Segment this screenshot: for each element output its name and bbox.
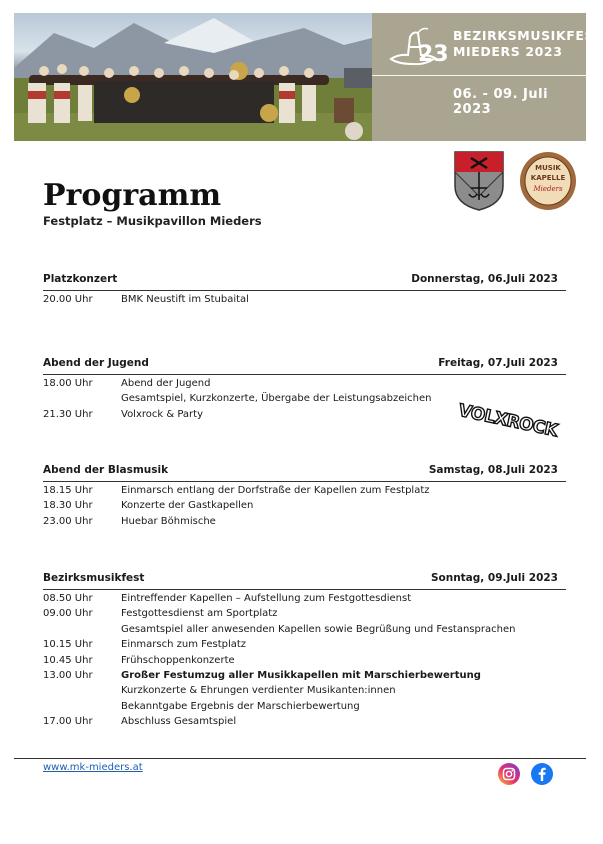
row-time: 20.00 Uhr bbox=[43, 294, 93, 305]
mk-badge-line3: Mieders bbox=[533, 185, 563, 193]
row-desc: Frühschoppenkonzerte bbox=[121, 654, 235, 666]
row-desc: Abend der Jugend bbox=[121, 378, 211, 389]
row-desc: Großer Festumzug aller Musikkapellen mit Marschierbewertung bbox=[121, 669, 481, 681]
section-header bbox=[43, 356, 566, 375]
row-desc: Einmarsch entlang der Dorfstraße der Kapellen zum Festplatz bbox=[121, 485, 430, 496]
mk-badge-line1: MUSIK bbox=[535, 164, 561, 172]
row-time: 23.00 Uhr bbox=[43, 515, 93, 527]
schedule-row bbox=[43, 292, 566, 307]
section-name: Bezirksmusikfest bbox=[43, 572, 145, 584]
row-time: 09.00 Uhr bbox=[43, 608, 93, 620]
section-date: Sonntag, 09.Juli 2023 bbox=[430, 572, 558, 584]
page-subtitle: Festplatz – Musikpavillon Mieders bbox=[43, 214, 262, 228]
website-link[interactable]: www.mk-mieders.at bbox=[43, 762, 143, 773]
row-time: 13.00 Uhr bbox=[43, 669, 93, 681]
row-desc: Festgottesdienst am Sportplatz bbox=[121, 608, 278, 620]
schedule-row bbox=[43, 637, 566, 652]
coat-of-arms-icon bbox=[453, 150, 505, 212]
section-date: Freitag, 07.Juli 2023 bbox=[438, 357, 558, 369]
section-header bbox=[43, 272, 566, 291]
logo-year: 23 bbox=[418, 42, 449, 67]
banner-dates: 06. - 09. Juli 2023 bbox=[453, 87, 549, 117]
row-time: 10.45 Uhr bbox=[43, 654, 93, 666]
footer-divider bbox=[14, 758, 586, 759]
hat-logo-icon bbox=[388, 25, 449, 69]
row-desc: Huebar Böhmische bbox=[121, 515, 216, 527]
row-desc: Konzerte der Gastkapellen bbox=[121, 500, 254, 512]
schedule-row bbox=[43, 714, 566, 729]
row-desc: Eintreffender Kapellen – Aufstellung zum Festgottesdienst bbox=[121, 593, 412, 604]
row-desc: Bekanntgabe Ergebnis der Marschierbewertung bbox=[121, 700, 360, 712]
section-header bbox=[43, 571, 566, 590]
section-name: Abend der Blasmusik bbox=[43, 464, 169, 476]
schedule-row bbox=[43, 699, 566, 714]
schedule-row bbox=[43, 606, 566, 621]
band-group-photo bbox=[14, 13, 372, 141]
row-time: 18.15 Uhr bbox=[43, 485, 93, 496]
section-date: Samstag, 08.Juli 2023 bbox=[428, 464, 558, 476]
section-bezirksmusikfest bbox=[43, 571, 566, 730]
banner-title bbox=[453, 28, 603, 60]
musikkapelle-badge-icon bbox=[518, 150, 578, 212]
row-time: 10.15 Uhr bbox=[43, 639, 93, 651]
schedule-row bbox=[43, 683, 566, 698]
banner-title-line2: MIEDERS 2023 bbox=[453, 44, 563, 59]
schedule-row bbox=[43, 668, 566, 683]
row-desc: Einmarsch zum Festplatz bbox=[121, 639, 247, 651]
section-header bbox=[43, 463, 566, 482]
row-desc: Kurzkonzerte & Ehrungen verdienter Musikanten:innen bbox=[121, 685, 396, 697]
row-desc: BMK Neustift im Stubaital bbox=[121, 294, 249, 305]
section-abend-der-blasmusik bbox=[43, 463, 566, 529]
schedule-row bbox=[43, 498, 566, 513]
row-desc: Abschluss Gesamtspiel bbox=[121, 716, 237, 728]
instagram-icon[interactable] bbox=[498, 763, 520, 785]
row-desc: Volxrock & Party bbox=[121, 408, 203, 420]
section-date: Donnerstag, 06.Juli 2023 bbox=[411, 273, 558, 285]
volxrock-logo-text: VOLXROCK bbox=[456, 400, 560, 442]
schedule-row bbox=[43, 483, 566, 498]
mk-badge-line2: KAPELLE bbox=[530, 174, 566, 182]
banner-title-line1: BEZIRKSMUSIKFEST bbox=[453, 28, 603, 43]
row-time: 18.30 Uhr bbox=[43, 500, 93, 512]
page-title: Programm bbox=[43, 178, 222, 213]
schedule-row bbox=[43, 591, 566, 606]
row-desc: Gesamtspiel aller anwesenden Kapellen sowie Begrüßung und Festansprachen bbox=[121, 623, 516, 635]
row-time: 18.00 Uhr bbox=[43, 378, 93, 389]
facebook-icon[interactable] bbox=[531, 763, 553, 785]
schedule-row bbox=[43, 376, 566, 391]
section-name: Platzkonzert bbox=[43, 273, 118, 285]
festival-banner bbox=[372, 13, 603, 141]
volxrock-logo-icon bbox=[458, 395, 558, 445]
schedule-row bbox=[43, 653, 566, 668]
schedule-row bbox=[43, 514, 566, 529]
schedule-row bbox=[43, 622, 566, 637]
row-time: 17.00 Uhr bbox=[43, 716, 93, 728]
row-time: 08.50 Uhr bbox=[43, 593, 93, 604]
banner-divider bbox=[372, 75, 586, 76]
row-desc: Gesamtspiel, Kurzkonzerte, Übergabe der Leistungsabzeichen bbox=[121, 393, 432, 405]
section-platzkonzert bbox=[43, 272, 566, 307]
row-time: 21.30 Uhr bbox=[43, 408, 93, 420]
section-name: Abend der Jugend bbox=[43, 357, 149, 369]
